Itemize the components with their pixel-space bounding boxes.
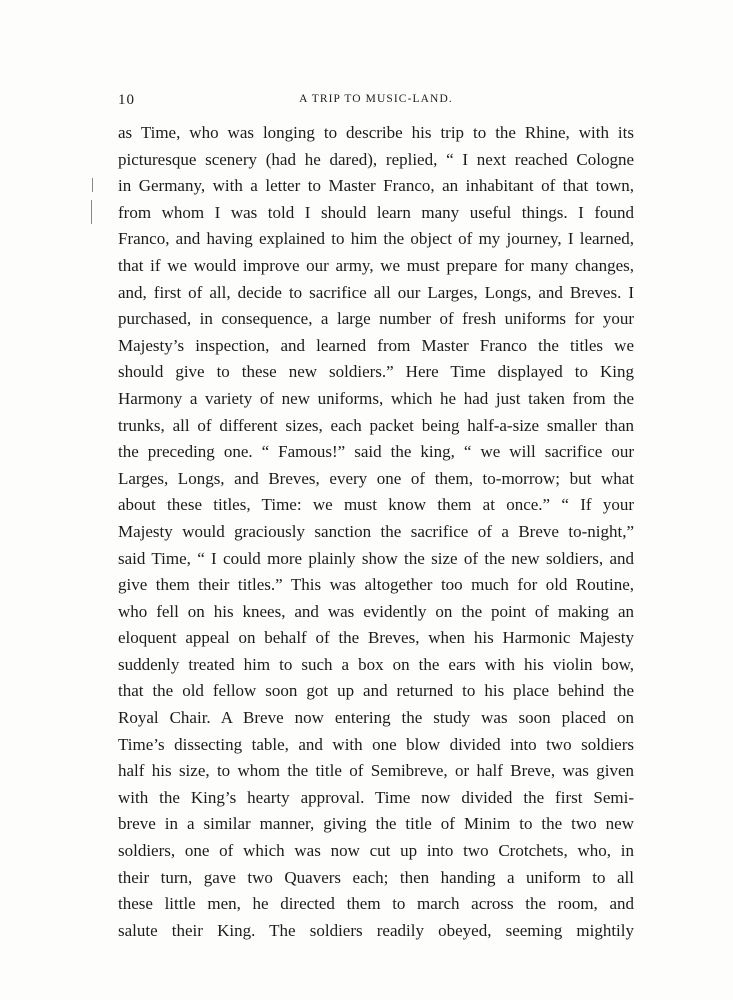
text-line: with the King’s hearty approval. Time now divided the first Semi- — [118, 787, 634, 807]
text-line: the preceding one. “ Famous!” said the king, “ we will sacrifice our — [118, 442, 634, 462]
page-number: 10 — [118, 92, 135, 108]
text-line: as Time, who was longing to describe his trip to the Rhine, with its — [118, 123, 634, 142]
text-line: from whom I was told I should learn many useful things. I found — [118, 202, 634, 222]
text-line: about these titles, Time: we must know them at once.” “ If your — [118, 495, 634, 515]
text-line: breve in a similar manner, giving the title of Minim to the two new — [118, 814, 634, 834]
text-line: Majesty would graciously sanction the sacrifice of a Breve to-night,” — [118, 521, 634, 541]
text-line: who fell on his knees, and was evidently on the point of making an — [118, 601, 634, 621]
text-line: give them their titles.” This was altogether too much for old Routine, — [118, 575, 634, 595]
text-line: these little men, he directed them to march across the room, and — [118, 894, 634, 914]
margin-pencil-mark — [91, 200, 92, 224]
text-line: Franco, and having explained to him the object of my journey, I learned, — [118, 229, 634, 249]
running-title: A TRIP TO MUSIC-LAND. — [299, 93, 453, 105]
margin-pencil-mark — [92, 178, 93, 192]
text-line: their turn, gave two Quavers each; then handing a uniform to all — [118, 867, 634, 887]
text-line: salute their King. The soldiers readily obeyed, seeming mightily — [118, 920, 634, 940]
text-line: Majesty’s inspection, and learned from Master Franco the titles we — [118, 335, 634, 355]
text-line: in Germany, with a letter to Master Franco, an inhabitant of that town, — [118, 176, 634, 196]
text-line: that the old fellow soon got up and returned to his place behind the — [118, 681, 634, 701]
text-line: said Time, “ I could more plainly show the size of the new soldiers, and — [118, 548, 634, 568]
text-line: Harmony a variety of new uniforms, which he had just taken from the — [118, 388, 634, 408]
text-line: half his size, to whom the title of Semibreve, or half Breve, was given — [118, 761, 634, 781]
text-line: Royal Chair. A Breve now entering the study was soon placed on — [118, 708, 634, 728]
text-line: Time’s dissecting table, and with one blow divided into two soldiers — [118, 734, 634, 754]
body-text — [118, 120, 634, 944]
text-line: suddenly treated him to such a box on the ears with his violin bow, — [118, 654, 634, 674]
running-head — [118, 92, 634, 112]
text-line: that if we would improve our army, we must prepare for many changes, — [118, 255, 634, 275]
text-line: Larges, Longs, and Breves, every one of them, to-morrow; but what — [118, 468, 634, 488]
text-line: and, first of all, decide to sacrifice all our Larges, Longs, and Breves. I — [118, 282, 634, 302]
text-line: should give to these new soldiers.” Here Time displayed to King — [118, 362, 634, 382]
text-line: picturesque scenery (had he dared), replied, “ I next reached Cologne — [118, 149, 634, 169]
text-line: trunks, all of different sizes, each packet being half-a-size smaller than — [118, 415, 634, 435]
text-line: soldiers, one of which was now cut up into two Crotchets, who, in — [118, 841, 634, 861]
text-line: purchased, in consequence, a large number of fresh uniforms for your — [118, 309, 634, 329]
text-line: eloquent appeal on behalf of the Breves, when his Harmonic Majesty — [118, 628, 634, 648]
